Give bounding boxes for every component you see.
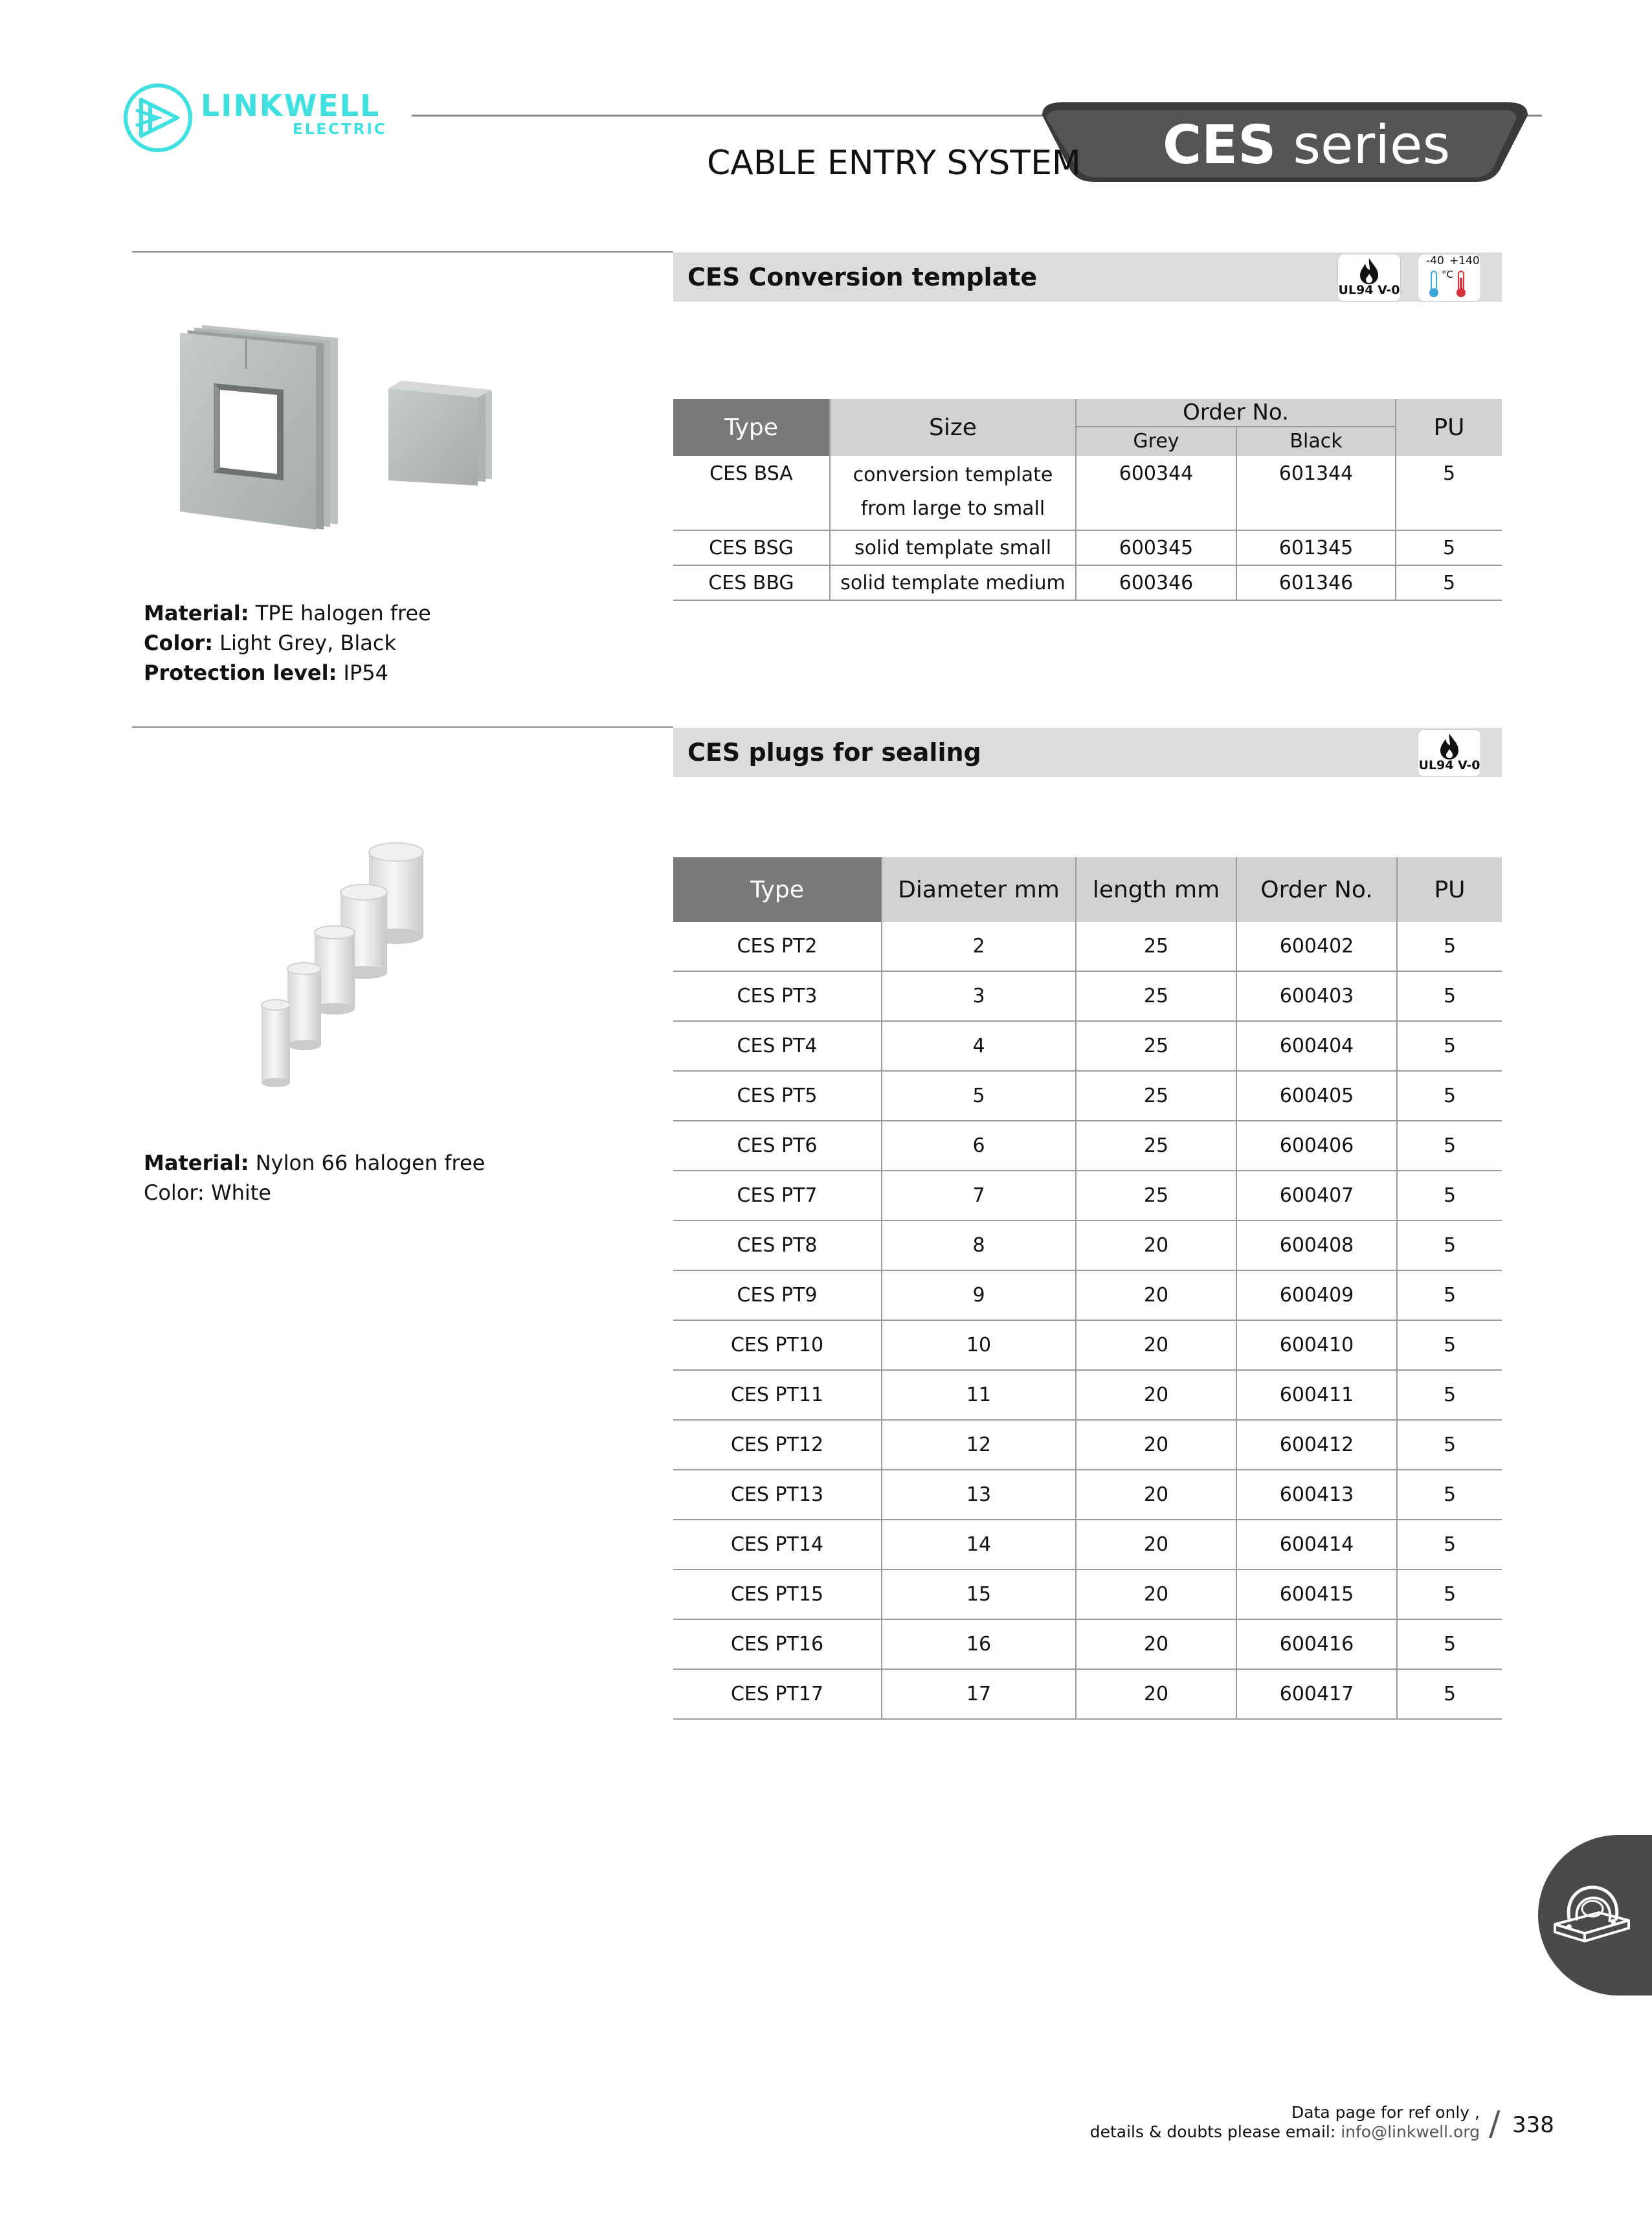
cell-order: 600416 (1236, 1619, 1397, 1669)
table-row (673, 1520, 1502, 1569)
cell-length: 20 (1076, 1320, 1236, 1370)
cell-diameter: 6 (882, 1121, 1076, 1171)
table-row (673, 1021, 1502, 1071)
cell-pu: 5 (1397, 1370, 1502, 1420)
cell-pu: 5 (1397, 1520, 1502, 1569)
table-row (673, 1220, 1502, 1270)
cell-size-line2: from large to small (860, 497, 1045, 520)
spec-protection-value: IP54 (337, 660, 388, 685)
cell-order: 600407 (1236, 1171, 1397, 1220)
cell-length: 25 (1076, 1021, 1236, 1071)
cell-pu: 5 (1397, 1071, 1502, 1121)
cell-length: 20 (1076, 1619, 1236, 1669)
cell-length: 20 (1076, 1220, 1236, 1270)
temp-unit: °C (1442, 269, 1453, 280)
col-header-type: Type (673, 399, 830, 456)
category-side-tab (1538, 1835, 1652, 1996)
section1-specs (144, 598, 431, 688)
spec-color-value: Light Grey, Black (213, 631, 396, 655)
cell-grey: 600344 (1076, 456, 1236, 530)
cell-pu: 5 (1397, 922, 1502, 971)
ul94-badge (1337, 254, 1401, 302)
table-row (673, 1569, 1502, 1619)
cell-type: CES PT15 (673, 1569, 882, 1619)
cell-order: 600405 (1236, 1071, 1397, 1121)
table-row (673, 1669, 1502, 1719)
col-header-pu: PU (1397, 857, 1502, 922)
cell-type: CES PT4 (673, 1021, 882, 1071)
cell-length: 25 (1076, 1171, 1236, 1220)
cell-order: 600413 (1236, 1470, 1397, 1520)
section2-divider (132, 726, 673, 728)
cell-diameter: 13 (882, 1470, 1076, 1520)
cell-type: CES PT16 (673, 1619, 882, 1669)
cell-type: CES BBG (673, 565, 830, 600)
spec-color-label: Color: (144, 631, 213, 655)
cell-pu: 5 (1397, 971, 1502, 1021)
cell-grey: 600345 (1076, 530, 1236, 565)
col-header-pu: PU (1396, 399, 1502, 456)
cell-order: 600412 (1236, 1420, 1397, 1470)
cell-pu: 5 (1397, 1619, 1502, 1669)
cell-type: CES BSG (673, 530, 830, 565)
spec-color (144, 628, 431, 658)
cell-type: CES PT14 (673, 1520, 882, 1569)
footer-slash: / (1489, 2104, 1501, 2143)
conversion-template-table (673, 399, 1502, 601)
cell-size: solid template medium (830, 565, 1076, 600)
conversion-template-image (168, 311, 531, 531)
cell-length: 25 (1076, 971, 1236, 1021)
cell-pu: 5 (1397, 1320, 1502, 1370)
temp-low: -40 (1426, 254, 1444, 267)
footer-note (1090, 2103, 1480, 2142)
linkwell-logo-icon (122, 82, 194, 154)
table-row (673, 971, 1502, 1021)
section2-specs (144, 1148, 485, 1208)
cell-diameter: 5 (882, 1071, 1076, 1121)
cell-diameter: 8 (882, 1220, 1076, 1270)
table-row (673, 1071, 1502, 1121)
cell-order: 600404 (1236, 1021, 1397, 1071)
cell-diameter: 3 (882, 971, 1076, 1021)
cell-diameter: 12 (882, 1420, 1076, 1470)
cell-pu: 5 (1397, 1420, 1502, 1470)
table-row (673, 565, 1502, 600)
cell-pu: 5 (1397, 1470, 1502, 1520)
table-row (673, 1121, 1502, 1171)
ul94-label: UL94 V-0 (1338, 283, 1400, 297)
col-header-type: Type (673, 857, 882, 922)
cell-order: 600410 (1236, 1320, 1397, 1370)
col-header-length: length mm (1076, 857, 1236, 922)
brand-logo (122, 82, 394, 153)
cell-length: 20 (1076, 1569, 1236, 1619)
cell-black: 601345 (1236, 530, 1396, 565)
cell-pu: 5 (1397, 1171, 1502, 1220)
brand-name: LINKWELL (201, 88, 381, 123)
cell-diameter: 15 (882, 1569, 1076, 1619)
temp-high: +140 (1449, 254, 1480, 267)
cell-order: 600403 (1236, 971, 1397, 1021)
cell-size-line1: conversion template (853, 464, 1053, 486)
footer-line2 (1090, 2122, 1480, 2142)
cell-type: CES PT12 (673, 1420, 882, 1470)
thermometer-hot-icon (1455, 270, 1468, 298)
table-row (673, 1320, 1502, 1370)
section2-title: CES plugs for sealing (687, 738, 981, 767)
cell-type: CES PT5 (673, 1071, 882, 1121)
cell-pu: 5 (1397, 1569, 1502, 1619)
cell-order: 600417 (1236, 1669, 1397, 1719)
cell-length: 20 (1076, 1470, 1236, 1520)
cell-diameter: 7 (882, 1171, 1076, 1220)
col-header-order: Order No. (1236, 857, 1397, 922)
cell-pu: 5 (1397, 1220, 1502, 1270)
table-row (673, 1270, 1502, 1320)
spec-color: Color: White (144, 1180, 271, 1205)
cable-clamp-icon (1546, 1870, 1636, 1961)
page-title: CABLE ENTRY SYSTEM (707, 144, 1081, 183)
table-row (673, 1470, 1502, 1520)
spec-material-label: Material: (144, 601, 249, 625)
cell-type: CES BSA (673, 456, 830, 530)
cell-type: CES PT8 (673, 1220, 882, 1270)
col-header-diameter: Diameter mm (882, 857, 1076, 922)
cell-order: 600415 (1236, 1569, 1397, 1619)
series-title-bold: CES (1163, 115, 1277, 176)
table-row (673, 1370, 1502, 1420)
cell-grey: 600346 (1076, 565, 1236, 600)
cell-order: 600402 (1236, 922, 1397, 971)
cell-type: CES PT10 (673, 1320, 882, 1370)
table-row (673, 1619, 1502, 1669)
spec-material (144, 598, 431, 628)
footer-line1: Data page for ref only , (1291, 2103, 1480, 2122)
cell-type: CES PT17 (673, 1669, 882, 1719)
cell-length: 20 (1076, 1520, 1236, 1569)
col-header-grey: Grey (1076, 427, 1236, 456)
spec-material-value: TPE halogen free (249, 601, 431, 625)
thermometer-cold-icon (1427, 270, 1440, 298)
footer-email[interactable]: info@linkwell.org (1341, 2122, 1480, 2141)
temperature-badge (1418, 254, 1481, 302)
footer-line2-prefix: details & doubts please email: (1089, 2122, 1341, 2141)
cell-order: 600409 (1236, 1270, 1397, 1320)
cell-diameter: 16 (882, 1619, 1076, 1669)
series-title (1163, 117, 1450, 175)
flame-icon (1356, 257, 1382, 286)
spec-protection-label: Protection level: (144, 660, 337, 685)
cell-diameter: 9 (882, 1270, 1076, 1320)
cell-order: 600406 (1236, 1121, 1397, 1171)
cell-size: solid template small (830, 530, 1076, 565)
cell-size (830, 456, 1076, 530)
cell-diameter: 10 (882, 1320, 1076, 1370)
table-row (673, 456, 1502, 530)
cell-diameter: 14 (882, 1520, 1076, 1569)
cell-diameter: 17 (882, 1669, 1076, 1719)
col-header-black: Black (1236, 427, 1396, 456)
cell-type: CES PT11 (673, 1370, 882, 1420)
ul94-badge (1418, 729, 1481, 777)
cell-length: 20 (1076, 1420, 1236, 1470)
cell-order: 600408 (1236, 1220, 1397, 1270)
cell-diameter: 11 (882, 1370, 1076, 1420)
cell-length: 20 (1076, 1370, 1236, 1420)
cell-type: CES PT2 (673, 922, 882, 971)
spec-protection (144, 658, 431, 688)
table-row (673, 530, 1502, 565)
cell-length: 25 (1076, 1121, 1236, 1171)
cell-pu: 5 (1396, 530, 1502, 565)
table-row (673, 922, 1502, 971)
cell-pu: 5 (1396, 565, 1502, 600)
cell-type: CES PT3 (673, 971, 882, 1021)
section1-divider (132, 251, 673, 253)
spec-material (144, 1148, 485, 1178)
cell-length: 20 (1076, 1270, 1236, 1320)
series-title-rest: series (1276, 115, 1451, 176)
cell-pu: 5 (1397, 1270, 1502, 1320)
cell-length: 20 (1076, 1669, 1236, 1719)
ul94-label: UL94 V-0 (1418, 758, 1480, 772)
section2-bar (673, 728, 1502, 777)
table-row (673, 1171, 1502, 1220)
sealing-plugs-table (673, 857, 1502, 1720)
cell-pu: 5 (1397, 1021, 1502, 1071)
col-header-order: Order No. (1076, 399, 1396, 427)
cell-pu: 5 (1397, 1669, 1502, 1719)
cell-length: 25 (1076, 1071, 1236, 1121)
cell-type: CES PT9 (673, 1270, 882, 1320)
cell-length: 25 (1076, 922, 1236, 971)
cell-type: CES PT7 (673, 1171, 882, 1220)
spec-material-label: Material: (144, 1151, 249, 1175)
cell-type: CES PT6 (673, 1121, 882, 1171)
cell-pu: 5 (1396, 456, 1502, 530)
cell-order: 600414 (1236, 1520, 1397, 1569)
flame-icon (1436, 732, 1462, 761)
page-number: 338 (1512, 2112, 1554, 2138)
brand-subtitle: ELECTRIC (293, 121, 387, 138)
sealing-plugs-image (252, 835, 498, 1107)
cell-order: 600411 (1236, 1370, 1397, 1420)
spec-material-value: Nylon 66 halogen free (249, 1151, 486, 1175)
col-header-size: Size (830, 399, 1076, 456)
cell-diameter: 4 (882, 1021, 1076, 1071)
section1-title: CES Conversion template (687, 263, 1038, 291)
table-row (673, 1420, 1502, 1470)
cell-type: CES PT13 (673, 1470, 882, 1520)
cell-black: 601346 (1236, 565, 1396, 600)
cell-pu: 5 (1397, 1121, 1502, 1171)
cell-black: 601344 (1236, 456, 1396, 530)
cell-diameter: 2 (882, 922, 1076, 971)
